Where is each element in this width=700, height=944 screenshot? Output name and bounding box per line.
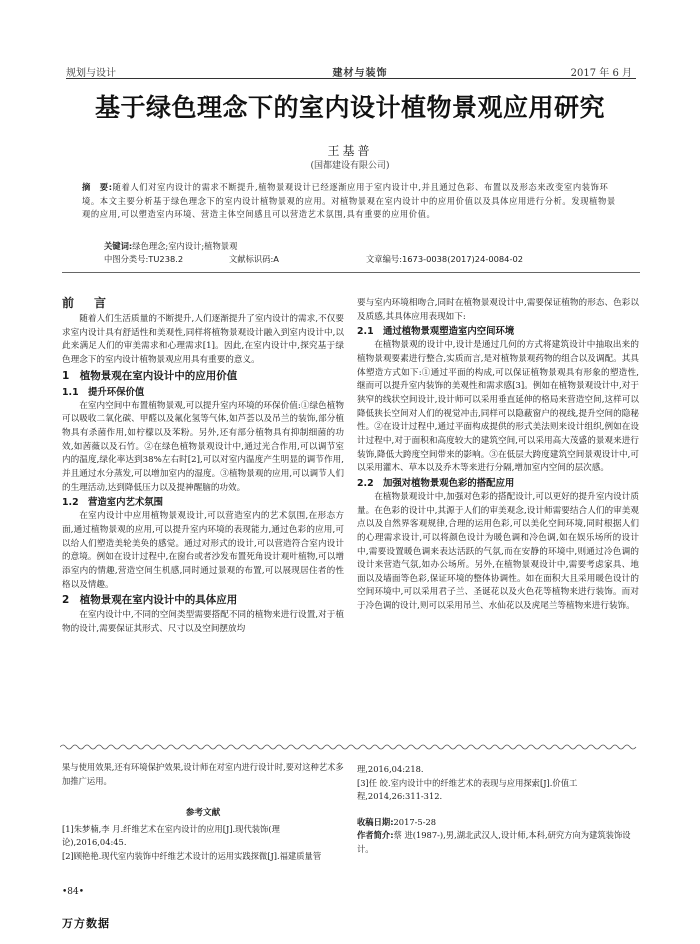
section-2-heading: 2 植物景观在室内设计中的具体应用 (62, 594, 238, 607)
bottom-right-block (357, 763, 639, 857)
previous-article-ending: 果与使用效果,还有环境保护效果,设计师在对室内进行设计时,要对这种艺术多加推广运用。 (62, 762, 344, 786)
keywords (104, 240, 618, 252)
author-note-label: 作者简介: (357, 830, 394, 841)
section-1-1-heading: 1.1 提升环保价值 (62, 386, 145, 398)
section-2-1-paragraph: 在植物景观的设计中,设计是通过几何的方式将建筑设计中抽取出来的植物景观要素进行整合,实质而言,是对植物景观药物的组合以及调配。其具体塑造方式如下:①通过平面的构成,可以保证植物景观具有形象的塑造性,继而可以提升室内装饰的美观性和需求感[3]。例如在植物景观设计中,对于狭窄的线状空间设计,设计师可以采用垂直延伸的格局来营造空间,这样可以降低狭长空间对人们的视觉冲击,同样可以隐蔽窗户的视线,提升空间的隐秘性。②在设计过程中,通过平面构成提供的形式美法则来设计组织,例如在设计过程中,对于面积和高度较大的建筑空间,可以采用高大茂盛的景观来进行装饰,降低大跨度空间带来的影响。③在低层大跨度建筑空间景观设计中,可以采用灌木、草本以及乔木等来进行分隔,增加室内空间的层次感。 (357, 340, 639, 474)
section-2-2-heading: 2.2 加强对植物景观色彩的搭配应用 (357, 477, 515, 489)
right-column (357, 297, 639, 614)
article-number: 文章编号:1673-0038(2017)24-0084-02 (366, 254, 524, 264)
section-1-2-paragraph: 在室内设计中应用植物景观设计,可以营造室内的艺术氛围,在形态方面,通过植物景观的应用,可以提升室内环境的表现能力,通过色彩的应用,可以给人们塑造美轮美奂的感觉。通过对形式的设计,可以营造符合室内设计的意境。例如在设计过程中,在窗台或者沙发布置死角设计观叶植物,可以增添室内的情趣,营造空间生机感,同时通过景观的布置,可以展现居住者的性格以及情趣。 (62, 511, 344, 590)
keywords-label: 关键词: (104, 241, 133, 251)
section-2-paragraph: 在室内设计中,不同的空间类型需要搭配不同的植物来进行设置,对于植物的设计,需要保证其形式、尺寸以及空间摆放均 (62, 610, 344, 634)
section-2-1-heading: 2.1 通过植物景观塑造室内空间环境 (357, 326, 515, 338)
abstract (82, 181, 618, 222)
reference-3: [3]任 皎.室内设计中的纤维艺术的表现与应用探索[J].价值工程,2014,26:311-312. (357, 777, 578, 802)
running-header-date: 2017 年 6 月 (570, 68, 632, 79)
section-1-heading: 1 植物景观在室内设计中的应用价值 (62, 369, 238, 382)
author-note (357, 829, 639, 856)
section-1-1-paragraph: 在室内空间中布置植物景观,可以提升室内环境的环保价值:①绿色植物可以吸收二氧化碳、甲醛以及氟化氢等气体,如芦荟以及吊兰的装饰,部分植物具有杀菌作用,如柠檬以及苯粉。另外,还有部分植物具有抑制细菌的功效,如茜薇以及石竹。②在绿色植物景观设计中,通过光合作用,可以调节室内的温度,绿化率达到38%左右时[2],可以对室内温度产生明显的调节作用,并且通过水分蒸发,可以增加室内的湿度。③植物景观的应用,可以调节人们的生理活动,达到降低压力以及提神醒脑的功效。 (62, 400, 344, 493)
abstract-label: 摘 要: (82, 182, 113, 192)
bottom-left-block (62, 761, 344, 864)
received-date (357, 816, 639, 830)
clc-number: 中图分类号:TU238.2 (104, 254, 184, 264)
abstract-text: 随着人们对室内设计的需求不断提升,植物景观设计已经逐渐应用于室内设计中,并且通过色彩、布置以及形态来改变室内装饰环境。本文主要分析基于绿色理念下的室内设计植物景观的应用。对植物景观在室内设计中的应用价值以及具体应用进行分析。发现植物景观的应用,可以塑造室内环境、营造主体空间感且可以营造艺术氛围,具有重要的应用价值。 (82, 182, 616, 220)
keywords-text: 绿色理念;室内设计;植物景观 (132, 241, 238, 251)
reference-1: [1]朱梦楠,李 月.纤维艺术在室内设计的应用[J].现代装饰(理论),2016,04:45. (62, 823, 280, 848)
classification-line (104, 253, 644, 265)
received-value: 2017-5-28 (393, 816, 437, 827)
reference-2-continued: 理,2016,04:218. (357, 764, 424, 774)
section-2-2-paragraph: 在植物景观设计中,加强对色彩的搭配设计,可以更好的提升室内设计质量。在色彩的设计中,其源于人们的审美观念,设计师需要结合人们的审美观点以及自然界客观规律,合理的运用色彩,可以美化空间环境,同时根据人们的心理需求设计,可以将颜色设计为暖色调和冷色调,如在娱乐场所的设计中,需要设置暖色调来表达活跃的气氛,而在安静的环境中,则通过冷色调的设计来营造气氛,如办公场所。另外,在植物景观设计中,需要考虑家具、地面以及墙面等色彩,保证环境的整体协调性。如在面积大且采用暖色设计的空间环境中,可以采用君子兰、圣诞花以及火色花等植物来进行装饰。而对于冷色调的设计,则可以采用吊兰、水仙花以及虎尾兰等植物来进行装饰。 (357, 491, 639, 612)
wanfang-watermark: 万方数据 (62, 917, 110, 930)
author-name: 王基普 (327, 144, 373, 158)
document-code: 文献标识码:A (229, 254, 279, 264)
abstract-separator (62, 272, 640, 273)
preface-heading: 前 言 (62, 296, 111, 310)
running-header-journal: 建材与装饰 (332, 68, 388, 79)
section-1-2-heading: 1.2 营造室内艺术氛围 (62, 497, 163, 509)
running-header-section: 规划与设计 (66, 68, 116, 79)
article-title: 基于绿色理念下的室内设计植物景观应用研究 (94, 93, 605, 122)
section-2-continued: 要与室内环境相吻合,同时在植物景观设计中,需要保证植物的形态、色彩以及质感,其具体应用表现如下: (357, 298, 639, 322)
received-label: 收稿日期: (357, 816, 394, 827)
author-note-text: 蔡 进(1987-),男,湖北武汉人,设计师,本科,研究方向为建筑装饰设计。 (357, 830, 631, 854)
preface-paragraph: 随着人们生活质量的不断提升,人们逐渐提升了室内设计的需求,不仅要求室内设计具有舒适性和美观性,同样将植物景观设计融入到室内设计中,以此来满足人们的审美需求和心理需求[1]。因此,在室内设计中,探究基于绿色理念下的室内设计植物景观应用具有重要的意义。 (62, 314, 344, 365)
header-rule (66, 78, 636, 79)
reference-2: [2]顾艳艳.现代室内装饰中纤维艺术设计的运用实践探微[J].福建质量管 (62, 850, 322, 861)
left-column (62, 294, 344, 636)
author-affiliation: (国都建设有限公司) (310, 161, 390, 171)
page-number: •84• (62, 887, 85, 897)
references-heading: 参考文献 (185, 808, 221, 819)
wavy-divider (60, 742, 640, 752)
